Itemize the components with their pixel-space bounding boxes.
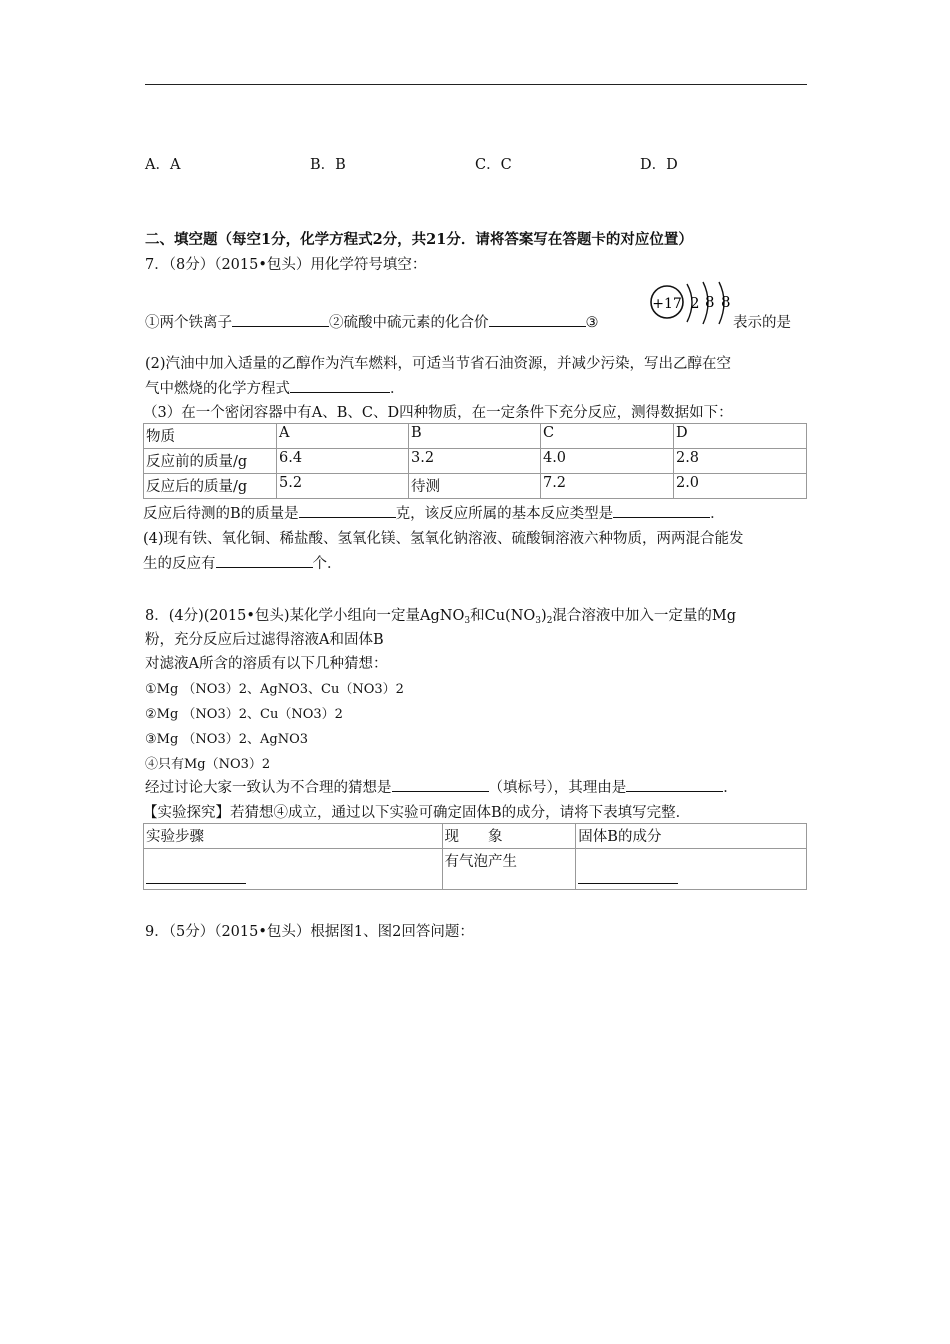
q7-heading: 7．（8分）（2015•包头）用化学符号填空： bbox=[145, 257, 427, 273]
table-header-row bbox=[144, 424, 807, 449]
table-cell: 固体B的成分 bbox=[576, 824, 807, 849]
q8-guess-1: ①Mg （NO3）2、AgNO3、Cu（NO3）2 bbox=[145, 682, 404, 697]
q8-sub-2: 3 bbox=[535, 616, 542, 626]
q7-blank-ethanol-equation[interactable] bbox=[290, 378, 390, 393]
q8-sub-1: 3 bbox=[464, 616, 471, 626]
header-rule bbox=[145, 84, 807, 85]
table-cell: C bbox=[540, 424, 673, 449]
q7-part3: （3）在一个密闭容器中有A、B、C、D四种物质，在一定条件下充分反应，测得数据如下： bbox=[143, 405, 733, 421]
table-cell: 物质 bbox=[144, 424, 277, 449]
q8-discussion bbox=[145, 776, 738, 797]
table-cell: 6.4 bbox=[277, 449, 409, 474]
q7-p1-text-a: ①两个铁离子 bbox=[145, 315, 232, 331]
table-cell: B bbox=[408, 424, 540, 449]
q7-p3-text-a: 反应后待测的B的质量是 bbox=[143, 506, 299, 522]
shell-electrons-1: 2 bbox=[690, 294, 700, 312]
q8-text-e: ) bbox=[541, 608, 547, 624]
q7-p4-text: 生的反应有 bbox=[143, 556, 216, 572]
q8-blank-reason[interactable] bbox=[626, 777, 723, 792]
q8-discuss-c: ． bbox=[723, 780, 738, 796]
q7-blank-sulfur-valence[interactable] bbox=[489, 312, 586, 327]
q8-sub-3: 2 bbox=[546, 616, 553, 626]
q8-explore: 【实验探究】若猜想④成立，通过以下实验可确定固体B的成分，请将下表填写完整． bbox=[143, 805, 691, 821]
q7-blank-reaction-type[interactable] bbox=[613, 503, 710, 518]
q7-mass-table bbox=[143, 423, 807, 499]
table-cell: D bbox=[673, 424, 806, 449]
q7-part3-after bbox=[143, 502, 725, 523]
table-cell: 2.8 bbox=[673, 449, 806, 474]
option-b: B．B bbox=[310, 157, 346, 173]
table-cell: 现 象 bbox=[442, 824, 576, 849]
q7-p1-text-d: 表示的是 bbox=[733, 315, 791, 331]
q7-part2-line2 bbox=[145, 377, 405, 398]
q7-part4-line1: (4)现有铁、氧化铜、稀盐酸、氢氧化镁、氢氧化钠溶液、硫酸铜溶液六种物质，两两混合能发 bbox=[143, 531, 744, 547]
q7-blank-iron-ion[interactable] bbox=[232, 312, 329, 327]
q8-discuss-b: （填标号），其理由是 bbox=[488, 780, 627, 796]
table-cell: 实验步骤 bbox=[144, 824, 443, 849]
q8-text-c: 和Cu(NO bbox=[470, 608, 536, 624]
table-row bbox=[144, 474, 807, 499]
nucleus-charge: +17 bbox=[652, 296, 682, 312]
table-cell: 待测 bbox=[408, 474, 540, 499]
atom-structure-diagram bbox=[645, 280, 735, 340]
option-d: D．D bbox=[640, 157, 678, 173]
q7-p4-end: 个． bbox=[312, 556, 342, 572]
q8-blank-solid-composition[interactable] bbox=[578, 869, 678, 884]
table-row bbox=[144, 849, 807, 890]
table-cell: A bbox=[277, 424, 409, 449]
q7-part2-line1: (2)汽油中加入适量的乙醇作为汽车燃料，可适当节省石油资源，并减少污染，写出乙醇在空 bbox=[145, 356, 732, 372]
table-cell: 2.0 bbox=[673, 474, 806, 499]
q8-text-g: 混合溶液中加入一定量的Mg bbox=[552, 608, 737, 624]
q8-line3: 对滤液A所含的溶质有以下几种猜想： bbox=[145, 656, 388, 672]
q8-experiment-table bbox=[143, 823, 807, 890]
q7-part1 bbox=[145, 311, 599, 332]
q7-p2-text: 气中燃烧的化学方程式 bbox=[145, 381, 290, 397]
q8-line1 bbox=[145, 604, 736, 626]
table-cell: 5.2 bbox=[277, 474, 409, 499]
q8-guess-2: ②Mg （NO3）2、Cu（NO3）2 bbox=[145, 707, 343, 722]
table-cell bbox=[576, 849, 807, 890]
table-cell: 反应前的质量/g bbox=[144, 449, 277, 474]
q8-blank-unreasonable-guess[interactable] bbox=[392, 777, 489, 792]
q8-discuss-a: 经过讨论大家一致认为不合理的猜想是 bbox=[145, 780, 392, 796]
q8-text-a: 8．(4分)(2015•包头)某化学小组向一定量AgNO bbox=[145, 608, 465, 624]
table-row bbox=[144, 449, 807, 474]
option-a: A．A bbox=[145, 157, 181, 173]
q8-line2: 粉，充分反应后过滤得溶液A和固体B bbox=[145, 632, 384, 648]
table-header-row bbox=[144, 824, 807, 849]
q8-blank-experiment-step[interactable] bbox=[146, 869, 246, 884]
option-c: C．C bbox=[475, 157, 512, 173]
q8-guess-3: ③Mg （NO3）2、AgNO3 bbox=[145, 732, 309, 747]
q7-p2-end: ． bbox=[390, 381, 405, 397]
table-cell: 反应后的质量/g bbox=[144, 474, 277, 499]
q7-part4-line2 bbox=[143, 552, 342, 573]
q7-blank-b-mass[interactable] bbox=[299, 503, 396, 518]
q7-p1-text-b: ②硫酸中硫元素的化合价 bbox=[329, 315, 489, 331]
table-cell: 3.2 bbox=[408, 449, 540, 474]
q7-p3-text-b: 克，该反应所属的基本反应类型是 bbox=[395, 506, 614, 522]
q7-p1-text-c: ③ bbox=[585, 315, 599, 331]
q7-blank-reaction-count[interactable] bbox=[216, 553, 313, 568]
q8-guess-4: ④只有Mg（NO3）2 bbox=[145, 757, 271, 772]
table-cell bbox=[144, 849, 443, 890]
table-cell: 有气泡产生 bbox=[442, 849, 576, 890]
shell-electrons-3: 8 bbox=[721, 293, 731, 311]
table-cell: 7.2 bbox=[540, 474, 673, 499]
section-title: 二、填空题（每空1分，化学方程式2分，共21分．请将答案写在答题卡的对应位置） bbox=[145, 231, 693, 248]
shell-electrons-2: 8 bbox=[705, 293, 715, 311]
q7-p3-text-c: ． bbox=[710, 506, 725, 522]
q9-heading: 9．（5分）（2015•包头）根据图1、图2回答问题： bbox=[145, 924, 474, 940]
table-cell: 4.0 bbox=[540, 449, 673, 474]
